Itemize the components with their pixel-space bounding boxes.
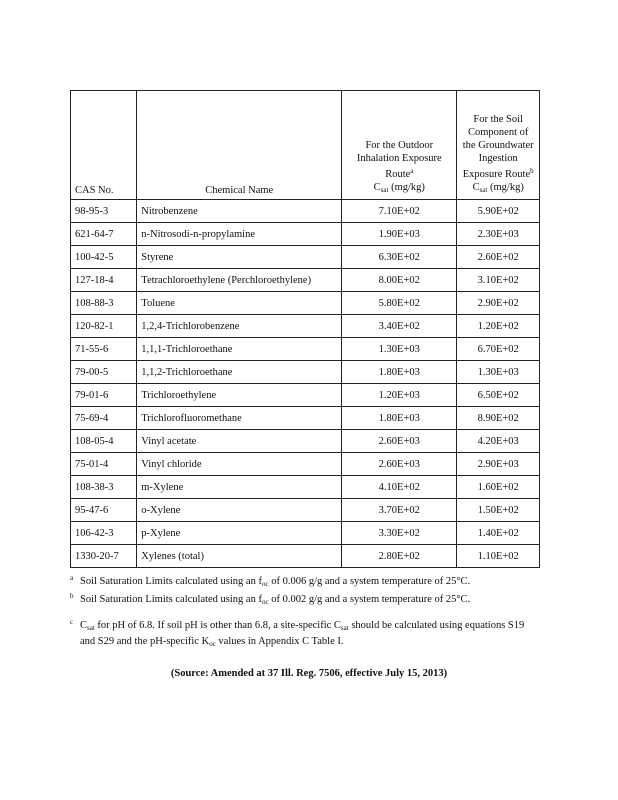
header-outdoor-label: For the Outdoor Inhalation Exposure Route bbox=[356, 140, 442, 180]
soil-saturation-table bbox=[70, 90, 540, 568]
cas-cell: 108-38-3 bbox=[71, 476, 137, 499]
table-row bbox=[71, 545, 540, 568]
header-gw-unit: (mg/kg) bbox=[487, 182, 524, 193]
header-outdoor-csat: C bbox=[373, 182, 381, 193]
footnote-c-text: C bbox=[80, 620, 88, 631]
outdoor-csat-cell: 2.60E+03 bbox=[342, 430, 457, 453]
footnote-c-text-mid2: should be calculated using equations S19 and S29 and the pH-specific K bbox=[80, 620, 525, 647]
chemical-name-cell: o-Xylene bbox=[137, 499, 342, 522]
footnote-a-text: Soil Saturation Limits calculated using an f bbox=[80, 576, 262, 587]
table-row bbox=[71, 338, 540, 361]
chemical-name-cell: Trichloroethylene bbox=[137, 384, 342, 407]
table-row bbox=[71, 361, 540, 384]
footnote-b-text: Soil Saturation Limits calculated using an f bbox=[80, 594, 262, 605]
groundwater-csat-cell: 6.70E+02 bbox=[457, 338, 540, 361]
chemical-name-cell: 1,1,2-Trichloroethane bbox=[137, 361, 342, 384]
groundwater-csat-cell: 6.50E+02 bbox=[457, 384, 540, 407]
cas-cell: 108-88-3 bbox=[71, 292, 137, 315]
cas-cell: 98-95-3 bbox=[71, 200, 137, 223]
outdoor-csat-cell: 5.80E+02 bbox=[342, 292, 457, 315]
groundwater-csat-cell: 1.60E+02 bbox=[457, 476, 540, 499]
footnote-c-sub2: sat bbox=[340, 624, 349, 632]
table-row bbox=[71, 453, 540, 476]
chemical-name-cell: Tetrachloroethylene (Perchloroethylene) bbox=[137, 269, 342, 292]
table-row bbox=[71, 476, 540, 499]
outdoor-csat-cell: 4.10E+02 bbox=[342, 476, 457, 499]
groundwater-csat-cell: 4.20E+03 bbox=[457, 430, 540, 453]
groundwater-csat-cell: 1.20E+02 bbox=[457, 315, 540, 338]
cas-cell: 75-01-4 bbox=[71, 453, 137, 476]
outdoor-csat-cell: 7.10E+02 bbox=[342, 200, 457, 223]
table-body bbox=[71, 200, 540, 568]
footnote-c-text-mid: for pH of 6.8. If soil pH is other than 6.8, a site-specific C bbox=[94, 620, 341, 631]
footnote-a-sub: oc bbox=[261, 580, 269, 588]
header-chemical-name: Chemical Name bbox=[137, 91, 342, 200]
header-gw-csat-sub: sat bbox=[479, 186, 488, 194]
outdoor-csat-cell: 1.90E+03 bbox=[342, 223, 457, 246]
chemical-name-cell: 1,2,4-Trichlorobenzene bbox=[137, 315, 342, 338]
table-row bbox=[71, 522, 540, 545]
table-row bbox=[71, 223, 540, 246]
cas-cell: 79-00-5 bbox=[71, 361, 137, 384]
chemical-name-cell: p-Xylene bbox=[137, 522, 342, 545]
chemical-name-cell: n-Nitrosodi-n-propylamine bbox=[137, 223, 342, 246]
table-header-row bbox=[71, 91, 540, 200]
header-cas-no: CAS No. bbox=[71, 91, 137, 200]
chemical-name-cell: Vinyl chloride bbox=[137, 453, 342, 476]
header-gw-footnote-mark: b bbox=[530, 167, 534, 175]
outdoor-csat-cell: 1.20E+03 bbox=[342, 384, 457, 407]
footnote-b bbox=[70, 593, 540, 609]
outdoor-csat-cell: 3.40E+02 bbox=[342, 315, 457, 338]
groundwater-csat-cell: 2.30E+03 bbox=[457, 223, 540, 246]
cas-cell: 71-55-6 bbox=[71, 338, 137, 361]
header-outdoor-csat-sub: sat bbox=[380, 186, 389, 194]
chemical-name-cell: Styrene bbox=[137, 246, 342, 269]
cas-cell: 100-42-5 bbox=[71, 246, 137, 269]
groundwater-csat-cell: 2.60E+02 bbox=[457, 246, 540, 269]
chemical-name-cell: 1,1,1-Trichloroethane bbox=[137, 338, 342, 361]
table-row bbox=[71, 200, 540, 223]
table-row bbox=[71, 430, 540, 453]
outdoor-csat-cell: 1.30E+03 bbox=[342, 338, 457, 361]
footnote-c-sub1: sat bbox=[87, 624, 95, 632]
chemical-name-cell: Vinyl acetate bbox=[137, 430, 342, 453]
source-citation: (Source: Amended at 37 Ill. Reg. 7506, effective July 15, 2013) bbox=[170, 668, 448, 679]
cas-cell: 79-01-6 bbox=[71, 384, 137, 407]
groundwater-csat-cell: 1.30E+03 bbox=[457, 361, 540, 384]
outdoor-csat-cell: 1.80E+03 bbox=[342, 407, 457, 430]
outdoor-csat-cell: 2.60E+03 bbox=[342, 453, 457, 476]
outdoor-csat-cell: 1.80E+03 bbox=[342, 361, 457, 384]
footnote-a-mark: a bbox=[70, 574, 74, 582]
groundwater-csat-cell: 8.90E+02 bbox=[457, 407, 540, 430]
footnote-b-mark: b bbox=[70, 592, 74, 600]
footnote-c-sub3: oc bbox=[209, 640, 216, 648]
footnote-c-text-end: values in Appendix C Table I. bbox=[215, 636, 344, 647]
cas-cell: 1330-20-7 bbox=[71, 545, 137, 568]
groundwater-csat-cell: 2.90E+02 bbox=[457, 292, 540, 315]
chemical-name-cell: Toluene bbox=[137, 292, 342, 315]
table-row bbox=[71, 269, 540, 292]
chemical-name-cell: Trichlorofluoromethane bbox=[137, 407, 342, 430]
header-outdoor-footnote-mark: a bbox=[410, 167, 414, 175]
cas-cell: 95-47-6 bbox=[71, 499, 137, 522]
header-gw-label: For the Soil Component of the Groundwater Ingestion Exposure Route bbox=[462, 114, 534, 180]
table-row bbox=[71, 246, 540, 269]
outdoor-csat-cell: 3.70E+02 bbox=[342, 499, 457, 522]
table-row bbox=[71, 292, 540, 315]
footnotes bbox=[70, 575, 540, 653]
groundwater-csat-cell: 5.90E+02 bbox=[457, 200, 540, 223]
outdoor-csat-cell: 2.80E+02 bbox=[342, 545, 457, 568]
table-row bbox=[71, 384, 540, 407]
cas-cell: 127-18-4 bbox=[71, 269, 137, 292]
footnote-c-mark: c bbox=[70, 618, 74, 626]
table-row bbox=[71, 499, 540, 522]
cas-cell: 621-64-7 bbox=[71, 223, 137, 246]
table-row bbox=[71, 315, 540, 338]
footnote-a bbox=[70, 575, 540, 591]
table-row bbox=[71, 407, 540, 430]
header-outdoor-inhalation bbox=[342, 91, 457, 200]
footnote-b-sub: oc bbox=[261, 598, 269, 606]
chemical-name-cell: Nitrobenzene bbox=[137, 200, 342, 223]
cas-cell: 120-82-1 bbox=[71, 315, 137, 338]
cas-cell: 75-69-4 bbox=[71, 407, 137, 430]
outdoor-csat-cell: 6.30E+02 bbox=[342, 246, 457, 269]
groundwater-csat-cell: 1.40E+02 bbox=[457, 522, 540, 545]
groundwater-csat-cell: 2.90E+03 bbox=[457, 453, 540, 476]
groundwater-csat-cell: 1.50E+02 bbox=[457, 499, 540, 522]
footnote-c bbox=[70, 619, 540, 651]
groundwater-csat-cell: 3.10E+02 bbox=[457, 269, 540, 292]
chemical-name-cell: Xylenes (total) bbox=[137, 545, 342, 568]
header-outdoor-unit: (mg/kg) bbox=[388, 182, 425, 193]
groundwater-csat-cell: 1.10E+02 bbox=[457, 545, 540, 568]
footnote-b-text-end: of 0.002 g/g and a system temperature of 25°C. bbox=[268, 594, 471, 605]
outdoor-csat-cell: 3.30E+02 bbox=[342, 522, 457, 545]
chemical-name-cell: m-Xylene bbox=[137, 476, 342, 499]
cas-cell: 106-42-3 bbox=[71, 522, 137, 545]
outdoor-csat-cell: 8.00E+02 bbox=[342, 269, 457, 292]
footnote-a-text-end: of 0.006 g/g and a system temperature of 25°C. bbox=[268, 576, 471, 587]
cas-cell: 108-05-4 bbox=[71, 430, 137, 453]
header-groundwater-ingestion bbox=[457, 91, 540, 200]
header-gw-csat: C bbox=[472, 182, 480, 193]
